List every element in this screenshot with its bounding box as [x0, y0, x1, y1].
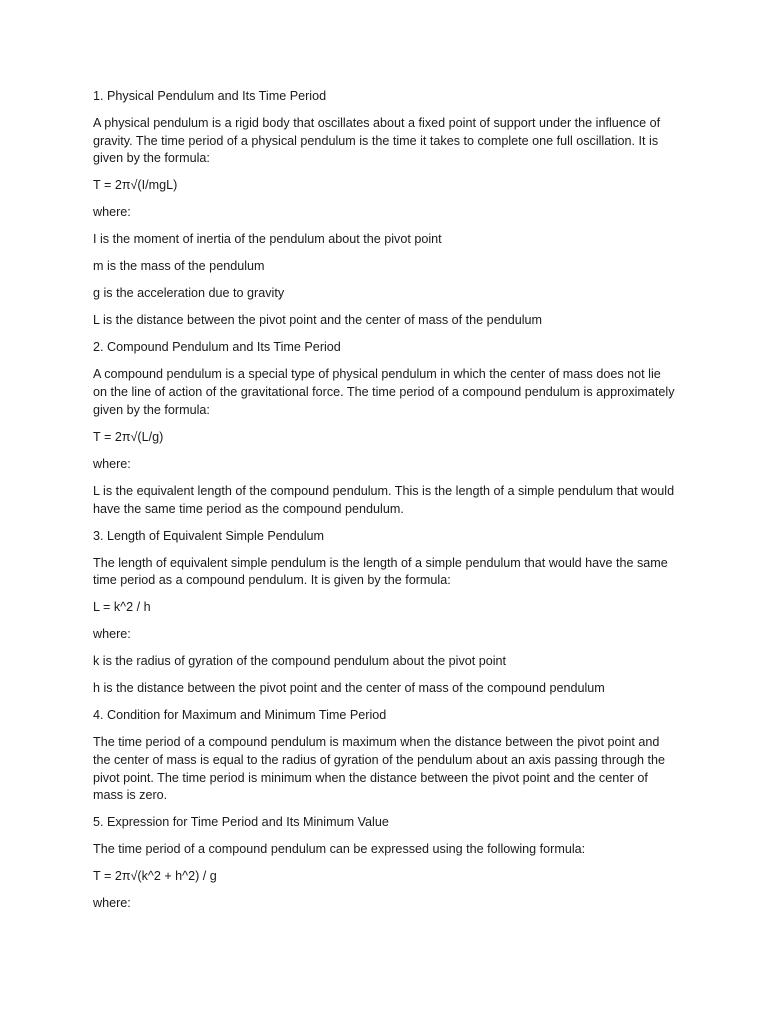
definition-gravity: g is the acceleration due to gravity — [93, 286, 285, 301]
paragraph-physical-pendulum-description: A physical pendulum is a rigid body that oscillates about a fixed point of support under the influence of gravity. The time period of a physical pendulum is the time it takes to complete one full oscillation. It is given by the formula: — [93, 116, 661, 166]
definition-distance-h: h is the distance between the pivot point and the center of mass of the compound pendulum — [93, 681, 605, 696]
definition-equivalent-length: L is the equivalent length of the compound pendulum. This is the length of a simple pendulum that would have the same time period as the compound pendulum. — [93, 483, 675, 516]
paragraph-compound-pendulum-description: A compound pendulum is a special type of physical pendulum in which the center of mass does not lie on the line of action of the gravitational force. The time period of a compound pendulum is approximately given by the formula: — [93, 367, 675, 417]
section-heading-period-expression: 5. Expression for Time Period and Its Minimum Value — [93, 815, 389, 830]
where-label: where: — [93, 627, 131, 642]
paragraph-max-min-period-description: The time period of a compound pendulum is maximum when the distance between the pivot point and the center of mass is equal to the radius of gyration of the pendulum about an axis passing through the pivot point. The time period is minimum when the distance between the pivot point and the center of mass is zero. — [93, 735, 665, 803]
formula-period-expression: T = 2π√(k^2 + h^2) / g — [93, 869, 217, 884]
definition-distance-pivot-center: L is the distance between the pivot point and the center of mass of the pendulum — [93, 313, 542, 328]
section-heading-equivalent-length: 3. Length of Equivalent Simple Pendulum — [93, 528, 325, 543]
definition-moment-of-inertia: I is the moment of inertia of the pendulum about the pivot point — [93, 232, 442, 247]
where-label: where: — [93, 456, 131, 471]
section-heading-physical-pendulum: 1. Physical Pendulum and Its Time Period — [93, 89, 327, 103]
where-label: where: — [93, 896, 131, 911]
formula-compound-pendulum-period: T = 2π√(L/g) — [93, 429, 164, 444]
formula-physical-pendulum-period: T = 2π√(I/mgL) — [93, 178, 178, 193]
document-body — [93, 88, 678, 922]
section-heading-compound-pendulum: 2. Compound Pendulum and Its Time Period — [93, 340, 341, 355]
paragraph-equivalent-length-description: The length of equivalent simple pendulum is the length of a simple pendulum that would have the same time period as a compound pendulum. It is given by the formula: — [93, 555, 668, 588]
paragraph-period-expression-intro: The time period of a compound pendulum can be expressed using the following formula: — [93, 842, 586, 857]
where-label: where: — [93, 205, 131, 220]
definition-mass: m is the mass of the pendulum — [93, 259, 265, 274]
definition-radius-of-gyration: k is the radius of gyration of the compound pendulum about the pivot point — [93, 654, 507, 669]
formula-equivalent-length: L = k^2 / h — [93, 600, 151, 615]
section-heading-max-min-period: 4. Condition for Maximum and Minimum Time Period — [93, 708, 387, 723]
